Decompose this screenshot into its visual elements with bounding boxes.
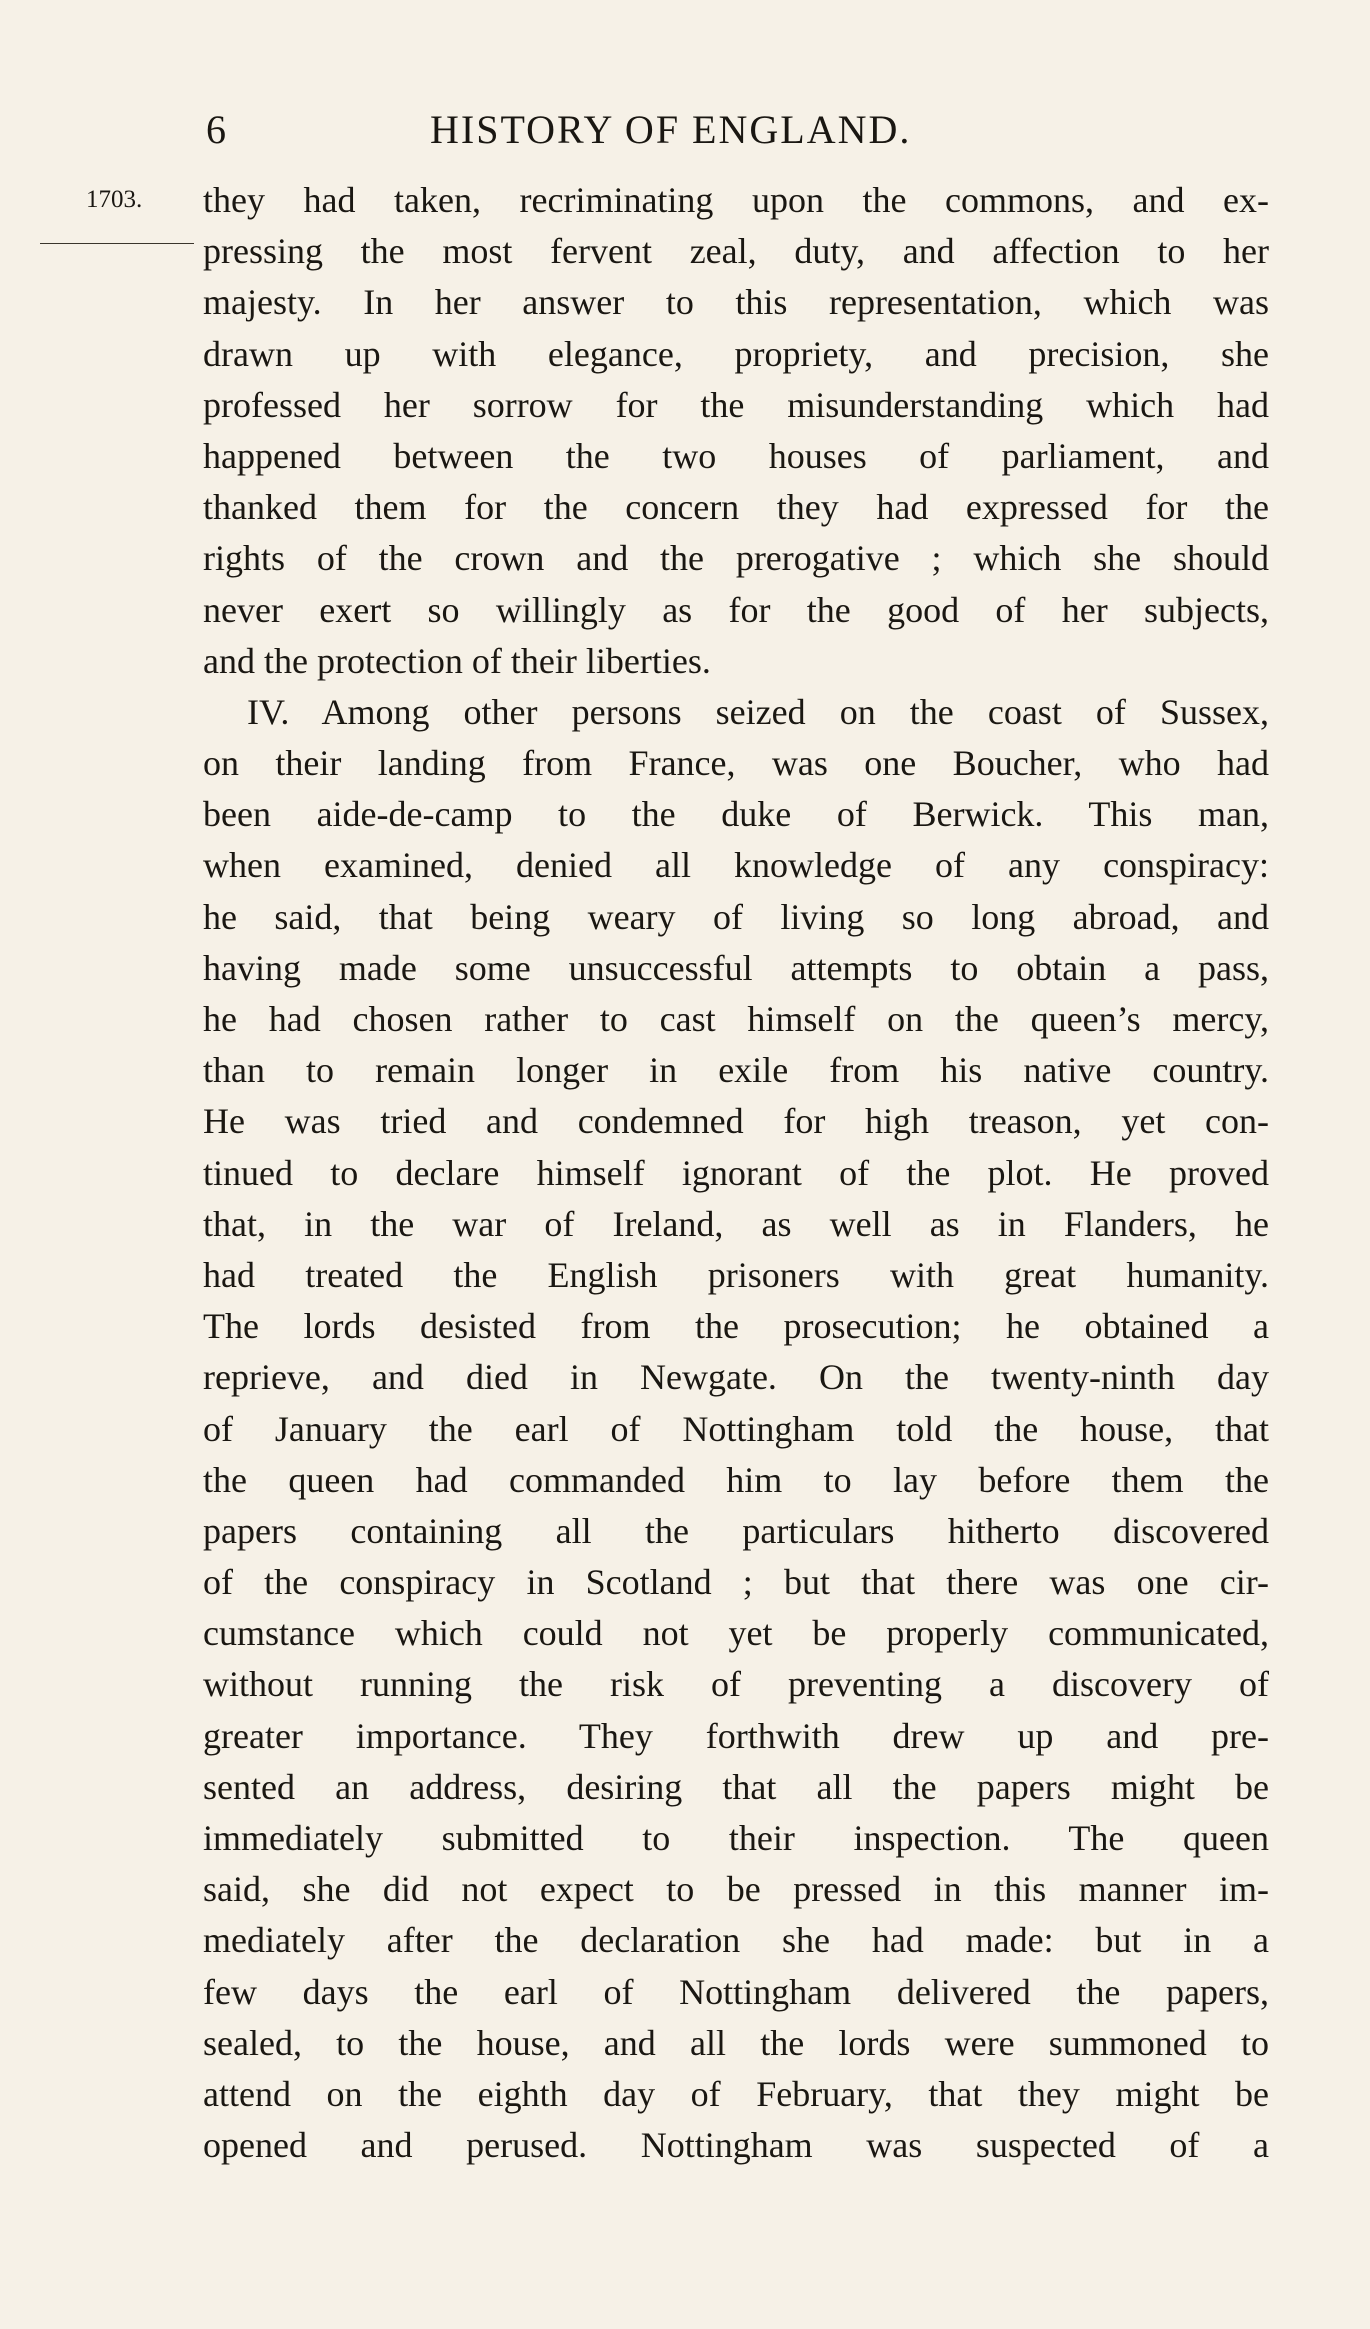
text-line: had treated the English prisoners with great humanity. (203, 1254, 1269, 1295)
text-line: and the protection of their liberties. (203, 640, 711, 681)
text-line: mediately after the declaration she had made: but in a (203, 1920, 1269, 1961)
margin-year-note: 1703. (86, 186, 143, 213)
text-line: when examined, denied all knowledge of any conspiracy: (203, 845, 1269, 886)
text-line: than to remain longer in exile from his native country. (203, 1050, 1269, 1091)
text-line: cumstance which could not yet be properly communicated, (203, 1613, 1269, 1654)
text-line: been aide-de-camp to the duke of Berwick. This man, (203, 794, 1269, 835)
text-line: the queen had commanded him to lay before them the (203, 1459, 1269, 1500)
running-head-title: HISTORY OF ENGLAND. (430, 107, 912, 152)
body-text (203, 175, 1269, 2171)
text-line: drawn up with elegance, propriety, and precision, she (203, 333, 1269, 374)
text-line: reprieve, and died in Newgate. On the twenty-ninth day (203, 1357, 1269, 1398)
text-line: said, she did not expect to be pressed in this manner im- (203, 1869, 1269, 1910)
text-line: professed her sorrow for the misunderstanding which had (203, 384, 1269, 425)
text-line: of January the earl of Nottingham told the house, that (203, 1408, 1269, 1449)
text-line: thanked them for the concern they had expressed for the (203, 487, 1269, 528)
text-line: few days the earl of Nottingham delivered the papers, (203, 1971, 1269, 2012)
text-line: having made some unsuccessful attempts to obtain a pass, (203, 947, 1269, 988)
text-line: pressing the most fervent zeal, duty, and affection to her (203, 231, 1269, 272)
text-line-paragraph-start: IV. Among other persons seized on the coast of Sussex, (247, 691, 1269, 732)
text-line: opened and perused. Nottingham was suspected of a (203, 2125, 1269, 2166)
text-line: tinued to declare himself ignorant of the plot. He proved (203, 1152, 1269, 1193)
page-number: 6 (206, 107, 227, 152)
text-line: majesty. In her answer to this representation, which was (203, 282, 1269, 323)
text-line: happened between the two houses of parliament, and (203, 435, 1269, 476)
text-line: He was tried and condemned for high treason, yet con- (203, 1101, 1269, 1142)
text-line: sented an address, desiring that all the papers might be (203, 1766, 1269, 1807)
text-line: that, in the war of Ireland, as well as in Flanders, he (203, 1203, 1269, 1244)
text-line: on their landing from France, was one Boucher, who had (203, 743, 1269, 784)
text-line: without running the risk of preventing a discovery of (203, 1664, 1269, 1705)
text-line: sealed, to the house, and all the lords were summoned to (203, 2022, 1269, 2063)
text-line: of the conspiracy in Scotland ; but that there was one cir- (203, 1562, 1269, 1603)
margin-rule-divider (40, 243, 194, 244)
text-line: papers containing all the particulars hitherto discovered (203, 1510, 1269, 1551)
text-line: he said, that being weary of living so long abroad, and (203, 896, 1269, 937)
text-line: they had taken, recriminating upon the commons, and ex- (203, 180, 1269, 220)
text-line: immediately submitted to their inspection. The queen (203, 1818, 1269, 1858)
text-line: attend on the eighth day of February, that they might be (203, 2073, 1269, 2114)
text-line: greater importance. They forthwith drew up and pre- (203, 1715, 1269, 1756)
text-line: never exert so willingly as for the good of her subjects, (203, 589, 1269, 630)
text-line: The lords desisted from the prosecution; he obtained a (203, 1306, 1269, 1347)
text-line: rights of the crown and the prerogative ; which she should (203, 538, 1269, 579)
text-line: he had chosen rather to cast himself on the queen’s mercy, (203, 999, 1269, 1039)
